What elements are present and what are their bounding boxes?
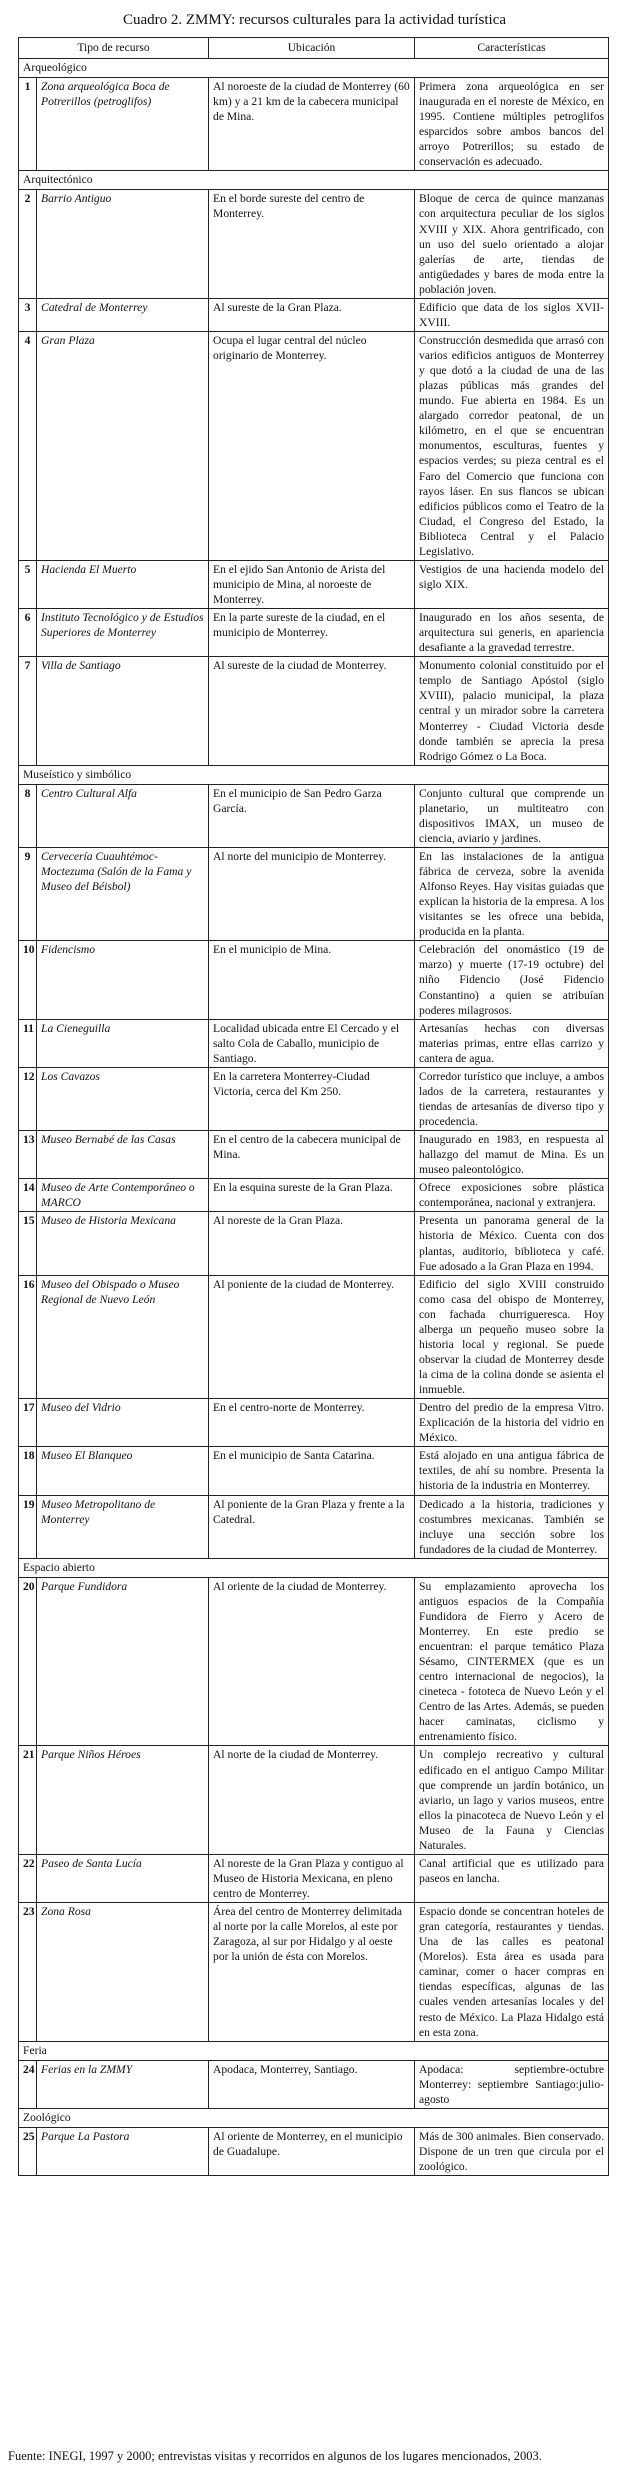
section-row	[19, 2041, 609, 2060]
resource-description: Dentro del predio de la empresa Vitro. Explicación de la historia del vidrio en México.	[415, 1399, 609, 1447]
resource-name: Fidencismo	[37, 941, 209, 1019]
row-number: 19	[19, 1495, 37, 1558]
resource-description: Un complejo recreativo y cultural edificado en el antiguo Campo Militar que comprende un jardín botánico, un aviario, un lago y varios museos, entre ellos la pinacoteca de Nuevo León y el Museo de la Fauna y Ciencias Naturales.	[415, 1746, 609, 1854]
resource-name: Paseo de Santa Lucía	[37, 1854, 209, 1902]
resource-name: Gran Plaza	[37, 331, 209, 560]
row-number: 24	[19, 2060, 37, 2108]
row-number: 7	[19, 657, 37, 765]
table-row	[19, 1131, 609, 1179]
resource-name: Museo Metropolitano de Monterrey	[37, 1495, 209, 1558]
row-number: 4	[19, 331, 37, 560]
resource-location: Área del centro de Monterrey delimitada al norte por la calle Morelos, al este por Zaragoza, al sur por Hidalgo y al oeste por la unión de ésta con Morelos.	[209, 1903, 415, 2042]
resource-description: Canal artificial que es utilizado para paseos en lancha.	[415, 1854, 609, 1902]
row-number: 16	[19, 1275, 37, 1399]
resource-description: En las instalaciones de la antigua fábrica de cerveza, sobre la avenida Alfonso Reyes. Hay visitas guiadas que explican la historia de la empresa. A los visitantes se les ofrece una bebida, producida en la planta.	[415, 847, 609, 940]
resource-location: Al norte de la ciudad de Monterrey.	[209, 1746, 415, 1854]
row-number: 15	[19, 1212, 37, 1275]
resource-location: En el centro de la cabecera municipal de Mina.	[209, 1131, 415, 1179]
table-row	[19, 560, 609, 608]
row-number: 11	[19, 1019, 37, 1067]
row-number: 14	[19, 1179, 37, 1212]
resource-name: Villa de Santiago	[37, 657, 209, 765]
resource-description: Apodaca: septiembre-octubre Monterrey: septiembre Santiago:julio-agosto	[415, 2060, 609, 2108]
resource-name: Parque Niños Héroes	[37, 1746, 209, 1854]
resource-description: Artesanías hechas con diversas materias primas, entre ellas carrizo y cantera de agua.	[415, 1019, 609, 1067]
resource-location: Al noroeste de la ciudad de Monterrey (60 km) y a 21 km de la cabecera municipal de Mina.	[209, 78, 415, 171]
row-number: 10	[19, 941, 37, 1019]
resource-name: Los Cavazos	[37, 1067, 209, 1130]
row-number: 12	[19, 1067, 37, 1130]
row-number: 23	[19, 1903, 37, 2042]
resource-description: Monumento colonial constituido por el templo de Santiago Apóstol (siglo XVIII), palacio municipal, la plaza central y un mirador sobre la carretera Monterrey - Ciudad Victoria desde donde también se aprecia la presa Rodrigo Gómez o La Boca.	[415, 657, 609, 765]
resource-name: Museo Bernabé de las Casas	[37, 1131, 209, 1179]
row-number: 6	[19, 609, 37, 657]
section-title: Arqueológico	[19, 59, 609, 78]
row-number: 18	[19, 1447, 37, 1495]
resource-description: Vestigios de una hacienda modelo del siglo XIX.	[415, 560, 609, 608]
resource-name: Museo de Historia Mexicana	[37, 1212, 209, 1275]
resource-location: En el municipio de Mina.	[209, 941, 415, 1019]
resource-description: Presenta un panorama general de la historia de México. Cuenta con dos plantas, auditorio, biblioteca y café. Fue adosado a la Gran Plaza en 1994.	[415, 1212, 609, 1275]
resource-name: La Cieneguilla	[37, 1019, 209, 1067]
table-row	[19, 1746, 609, 1854]
section-row	[19, 171, 609, 190]
header-row	[19, 38, 609, 59]
resource-name: Parque La Pastora	[37, 2127, 209, 2175]
resource-location: Ocupa el lugar central del núcleo originario de Monterrey.	[209, 331, 415, 560]
table-row	[19, 190, 609, 298]
row-number: 21	[19, 1746, 37, 1854]
row-number: 13	[19, 1131, 37, 1179]
row-number: 8	[19, 784, 37, 847]
resource-location: Al sureste de la Gran Plaza.	[209, 298, 415, 331]
resource-location: En el municipio de San Pedro Garza García.	[209, 784, 415, 847]
row-number: 20	[19, 1577, 37, 1746]
resource-description: Está alojado en una antigua fábrica de textiles, de ahí su nombre. Presenta la historia de la industria en Monterrey.	[415, 1447, 609, 1495]
resource-location: En la carretera Monterrey-Ciudad Victoria, cerca del Km 250.	[209, 1067, 415, 1130]
resource-description: Dedicado a la historia, tradiciones y costumbres mexicanas. También se incluye una sección sobre los fundadores de la ciudad de Monterrey.	[415, 1495, 609, 1558]
row-number: 25	[19, 2127, 37, 2175]
header-caracteristicas: Características	[415, 38, 609, 59]
resource-location: Al norte del municipio de Monterrey.	[209, 847, 415, 940]
resource-location: Al noreste de la Gran Plaza y contiguo al Museo de Historia Mexicana, en pleno centro de Monterrey.	[209, 1854, 415, 1902]
table-caption: Cuadro 2. ZMMY: recursos culturales para la actividad turística	[122, 12, 507, 28]
section-row	[19, 765, 609, 784]
resource-name: Hacienda El Muerto	[37, 560, 209, 608]
resource-location: Al poniente de la Gran Plaza y frente a la Catedral.	[209, 1495, 415, 1558]
resource-location: Al oriente de Monterrey, en el municipio de Guadalupe.	[209, 2127, 415, 2175]
table-row	[19, 1212, 609, 1275]
table-row	[19, 941, 609, 1019]
resource-location: En el ejido San Antonio de Arista del municipio de Mina, al noroeste de Monterrey.	[209, 560, 415, 608]
resource-location: En el municipio de Santa Catarina.	[209, 1447, 415, 1495]
header-ubicacion: Ubicación	[209, 38, 415, 59]
header-tipo: Tipo de recurso	[19, 38, 209, 59]
resource-description: Inaugurado en 1983, en respuesta al hallazgo del mamut de Mina. Es un museo paleontológico.	[415, 1131, 609, 1179]
resource-name: Zona arqueológica Boca de Potrerillos (petroglifos)	[37, 78, 209, 171]
resource-name: Catedral de Monterrey	[37, 298, 209, 331]
table-row	[19, 609, 609, 657]
section-title: Arquitectónico	[19, 171, 609, 190]
resource-location: Localidad ubicada entre El Cercado y el salto Cola de Caballo, municipio de Santiago.	[209, 1019, 415, 1067]
table-row	[19, 1495, 609, 1558]
resource-location: Apodaca, Monterrey, Santiago.	[209, 2060, 415, 2108]
section-title: Feria	[19, 2041, 609, 2060]
resource-description: Más de 300 animales. Bien conservado. Dispone de un tren que circula por el zoológico.	[415, 2127, 609, 2175]
table-row	[19, 1447, 609, 1495]
table-row	[19, 847, 609, 940]
row-number: 9	[19, 847, 37, 940]
resource-description: Celebración del onomástico (19 de marzo) y muerte (17-19 octubre) del niño Fidencio (José Fidencio Constantino) a quien se atribuían poderes milagrosos.	[415, 941, 609, 1019]
resource-description: Su emplazamiento aprovecha los antiguos espacios de la Compañía Fundidora de Fierro y Acero de Monterrey. En este predio se encuentran: el parque temático Plaza Sésamo, CINTERMEX (que es un centro internacional de negocios), la cineteca - fototeca de Nuevo León y el Centro de las Artes. Además, se pueden hacer caminatas, ciclismo y entrenamiento físico.	[415, 1577, 609, 1746]
table-body	[19, 59, 609, 2176]
resource-location: En la parte sureste de la ciudad, en el municipio de Monterrey.	[209, 609, 415, 657]
section-row	[19, 2108, 609, 2127]
resources-table	[18, 37, 609, 2176]
section-title: Zoológico	[19, 2108, 609, 2127]
resource-description: Edificio del siglo XVIII construido como casa del obispo de Monterrey, con fachada churrigueresca. Hoy alberga un pequeño museo sobre la historia local y regional. Se puede observar la ciudad de Monterrey desde la cima de la colina donde se asienta el inmueble.	[415, 1275, 609, 1399]
table-row	[19, 2060, 609, 2108]
row-number: 17	[19, 1399, 37, 1447]
resource-name: Centro Cultural Alfa	[37, 784, 209, 847]
resource-description: Bloque de cerca de quince manzanas con arquitectura peculiar de los siglos XVIII y XIX. Ahora gentrificado, con un uso del suelo orientado a alojar galerías de arte, tiendas de antigüedades y bares de moda entre la población joven.	[415, 190, 609, 298]
resource-description: Ofrece exposiciones sobre plástica contemporánea, nacional y extranjera.	[415, 1179, 609, 1212]
resource-description: Primera zona arqueológica en ser inaugurada en el noreste de México, en 1995. Contiene múltiples petroglifos esparcidos sobre ambos bancos del arroyo Potrerillos; su estado de conservación es adecuado.	[415, 78, 609, 171]
table-row	[19, 1399, 609, 1447]
row-number: 2	[19, 190, 37, 298]
table-row	[19, 1903, 609, 2042]
section-title: Espacio abierto	[19, 1558, 609, 1577]
resource-location: Al noreste de la Gran Plaza.	[209, 1212, 415, 1275]
resource-name: Instituto Tecnológico y de Estudios Superiores de Monterrey	[37, 609, 209, 657]
resource-name: Parque Fundidora	[37, 1577, 209, 1746]
resource-name: Barrio Antiguo	[37, 190, 209, 298]
resource-name: Museo de Arte Contemporáneo o MARCO	[37, 1179, 209, 1212]
table-row	[19, 298, 609, 331]
row-number: 1	[19, 78, 37, 171]
section-row	[19, 59, 609, 78]
table-row	[19, 1067, 609, 1130]
resource-name: Ferias en la ZMMY	[37, 2060, 209, 2108]
table-row	[19, 784, 609, 847]
resource-location: Al oriente de la ciudad de Monterrey.	[209, 1577, 415, 1746]
row-number: 5	[19, 560, 37, 608]
table-row	[19, 1179, 609, 1212]
section-title: Museístico y simbólico	[19, 765, 609, 784]
resource-description: Inaugurado en los años sesenta, de arquitectura sui generis, en apariencia desafiante a la gravedad terrestre.	[415, 609, 609, 657]
resource-name: Cervecería Cuauhtémoc-Moctezuma (Salón de la Fama y Museo del Béisbol)	[37, 847, 209, 940]
table-row	[19, 2127, 609, 2175]
row-number: 22	[19, 1854, 37, 1902]
table-row	[19, 1275, 609, 1399]
table-row	[19, 78, 609, 171]
section-row	[19, 1558, 609, 1577]
resource-name: Zona Rosa	[37, 1903, 209, 2042]
resource-description: Construcción desmedida que arrasó con varios edificios antiguos de Monterrey y que dotó a la ciudad de una de las plazas públicas más grandes del mundo. Fue abierta en 1984. Es un alargado corredor peatonal, de un kilómetro, en el que se encuentran monumentos, esculturas, fuentes y espacios verdes; su pieza central es el Faro del Comercio que funciona con rayos láser. En sus flancos se ubican edificios públicos como el Teatro de la Ciudad, el Congreso del Estado, la Biblioteca Central y el Palacio Legislativo.	[415, 331, 609, 560]
resource-description: Conjunto cultural que comprende un planetario, un multiteatro con dispositivos IMAX, un museo de ciencia, aviario y jardines.	[415, 784, 609, 847]
table-row	[19, 1577, 609, 1746]
table-row	[19, 331, 609, 560]
resource-description: Espacio donde se concentran hoteles de gran categoría, restaurantes y tiendas. Una de las calles es peatonal (Morelos). Esta área es usada para caminar, comer o hacer compras en tiendas específicas, algunas de las cuales venden artesanías locales y del resto de México. La Plaza Hidalgo está en esta zona.	[415, 1903, 609, 2042]
resource-name: Museo El Blanqueo	[37, 1447, 209, 1495]
resource-description: Edificio que data de los siglos XVII-XVIII.	[415, 298, 609, 331]
resource-name: Museo del Obispado o Museo Regional de Nuevo León	[37, 1275, 209, 1399]
resource-description: Corredor turístico que incluye, a ambos lados de la carretera, restaurantes y tiendas de artesanías de diverso tipo y procedencia.	[415, 1067, 609, 1130]
table-row	[19, 657, 609, 765]
resource-location: En la esquina sureste de la Gran Plaza.	[209, 1179, 415, 1212]
resource-location: Al poniente de la ciudad de Monterrey.	[209, 1275, 415, 1399]
resource-location: En el borde sureste del centro de Monterrey.	[209, 190, 415, 298]
resource-name: Museo del Vidrio	[37, 1399, 209, 1447]
table-row	[19, 1019, 609, 1067]
resource-location: En el centro-norte de Monterrey.	[209, 1399, 415, 1447]
row-number: 3	[19, 298, 37, 331]
table-row	[19, 1854, 609, 1902]
source-note: Fuente: INEGI, 1997 y 2000; entrevistas visitas y recorridos en algunos de los lugares mencionados, 2003.	[8, 2449, 542, 2463]
resource-location: Al sureste de la ciudad de Monterrey.	[209, 657, 415, 765]
